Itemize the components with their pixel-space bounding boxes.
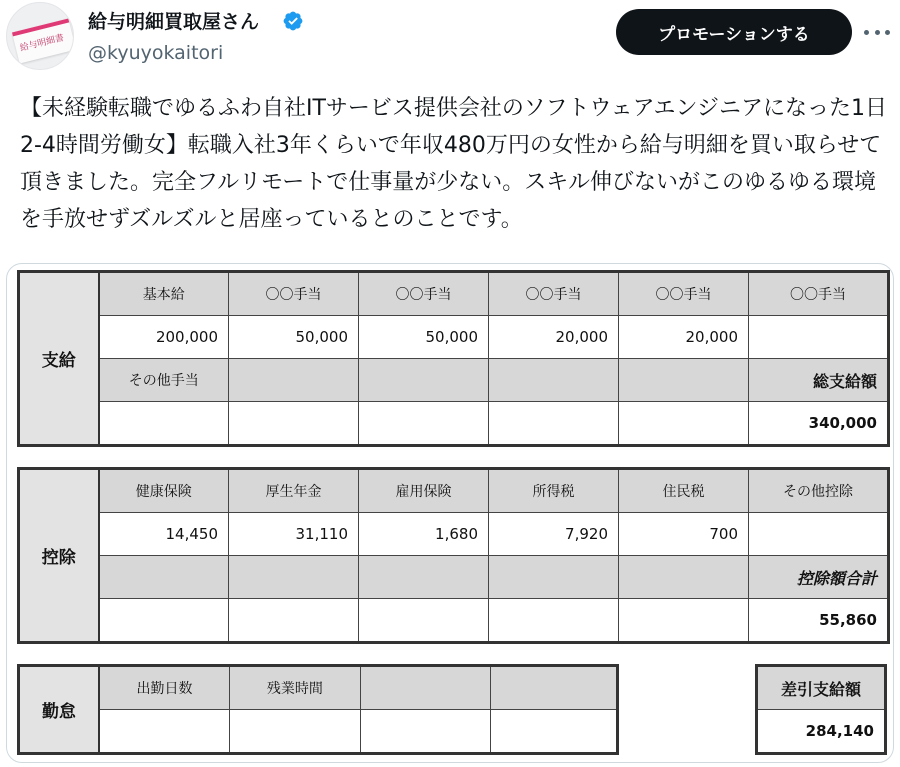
- empty-cell: [359, 359, 489, 402]
- tweet-text: 【未経験転職でゆるふわ自社ITサービス提供会社のソフトウェアエンジニアになった1日2-4時間労働女】転職入社3年くらいで年収480万円の女性から給与明細を買い取らせて頂きました。完全フルリモートで仕事量が少ない。スキル伸びないがこのゆるゆる環境を手放せずズルズルと居座っているとのことです。: [20, 96, 887, 232]
- pay-header: 〇〇手当: [229, 272, 359, 316]
- user-handle[interactable]: @kyuyokaitori: [88, 42, 224, 64]
- deduction-value: 700: [619, 513, 749, 556]
- pay-header: 〇〇手当: [359, 272, 489, 316]
- avatar-paper: [12, 18, 74, 63]
- empty-cell: [360, 710, 491, 754]
- verified-badge-icon: [282, 10, 304, 32]
- empty-cell: [229, 359, 359, 402]
- attendance-header: [360, 666, 491, 710]
- deduction-header: 厚生年金: [229, 469, 359, 513]
- empty-cell: [619, 359, 749, 402]
- empty-cell: [489, 359, 619, 402]
- empty-cell: [99, 710, 230, 754]
- empty-cell: [359, 599, 489, 643]
- net-pay-table: [755, 664, 887, 755]
- attendance-section-label: 勤怠: [19, 666, 99, 754]
- deduction-section-label: 控除: [19, 469, 99, 643]
- empty-cell: [99, 556, 229, 599]
- more-options-icon[interactable]: [864, 24, 890, 40]
- avatar-text: 給与明細書: [19, 33, 66, 54]
- promote-button[interactable]: プロモーションする: [616, 9, 852, 55]
- pay-header: 〇〇手当: [749, 272, 889, 316]
- gross-pay-value: 340,000: [749, 402, 889, 446]
- empty-cell: [619, 556, 749, 599]
- empty-cell: [489, 402, 619, 446]
- gross-pay-label: 総支給額: [749, 359, 889, 402]
- empty-cell: [359, 556, 489, 599]
- attendance-header: 出勤日数: [99, 666, 230, 710]
- pay-value: 50,000: [359, 316, 489, 359]
- deduction-value: 31,110: [229, 513, 359, 556]
- pay-value: 20,000: [489, 316, 619, 359]
- avatar[interactable]: [6, 2, 74, 70]
- empty-cell: [229, 556, 359, 599]
- tweet-image[interactable]: [6, 263, 894, 763]
- pay-header: 〇〇手当: [489, 272, 619, 316]
- more-dot: [864, 30, 869, 35]
- empty-cell: [230, 710, 361, 754]
- empty-cell: [229, 402, 359, 446]
- pay-value: 200,000: [99, 316, 229, 359]
- more-dot: [885, 30, 890, 35]
- pay-table: [17, 270, 890, 447]
- display-name[interactable]: 給与明細買取屋さん: [88, 11, 260, 33]
- empty-cell: [489, 556, 619, 599]
- deduction-value: [749, 513, 889, 556]
- total-deduction-value: 55,860: [749, 599, 889, 643]
- net-pay-label: 差引支給額: [757, 666, 886, 710]
- deduction-header: 所得税: [489, 469, 619, 513]
- other-allowance-header: その他手当: [99, 359, 229, 402]
- deduction-header: 健康保険: [99, 469, 229, 513]
- deduction-value: 7,920: [489, 513, 619, 556]
- attendance-table: [17, 664, 619, 755]
- deduction-value: 14,450: [99, 513, 229, 556]
- deduction-header: その他控除: [749, 469, 889, 513]
- pay-value: 20,000: [619, 316, 749, 359]
- pay-section-label: 支給: [19, 272, 99, 446]
- empty-cell: [99, 599, 229, 643]
- empty-cell: [359, 402, 489, 446]
- deduction-header: 雇用保険: [359, 469, 489, 513]
- empty-cell: [619, 599, 749, 643]
- more-dot: [875, 30, 880, 35]
- deduction-table: [17, 467, 890, 644]
- empty-cell: [489, 599, 619, 643]
- deduction-value: 1,680: [359, 513, 489, 556]
- empty-cell: [229, 599, 359, 643]
- empty-cell: [619, 402, 749, 446]
- net-pay-value: 284,140: [757, 710, 886, 754]
- pay-header: 〇〇手当: [619, 272, 749, 316]
- deduction-header: 住民税: [619, 469, 749, 513]
- pay-header: 基本給: [99, 272, 229, 316]
- empty-cell: [99, 402, 229, 446]
- attendance-header: [491, 666, 618, 710]
- total-deduction-label: 控除額合計: [749, 556, 889, 599]
- pay-value: [749, 316, 889, 359]
- pay-value: 50,000: [229, 316, 359, 359]
- empty-cell: [491, 710, 618, 754]
- attendance-header: 残業時間: [230, 666, 361, 710]
